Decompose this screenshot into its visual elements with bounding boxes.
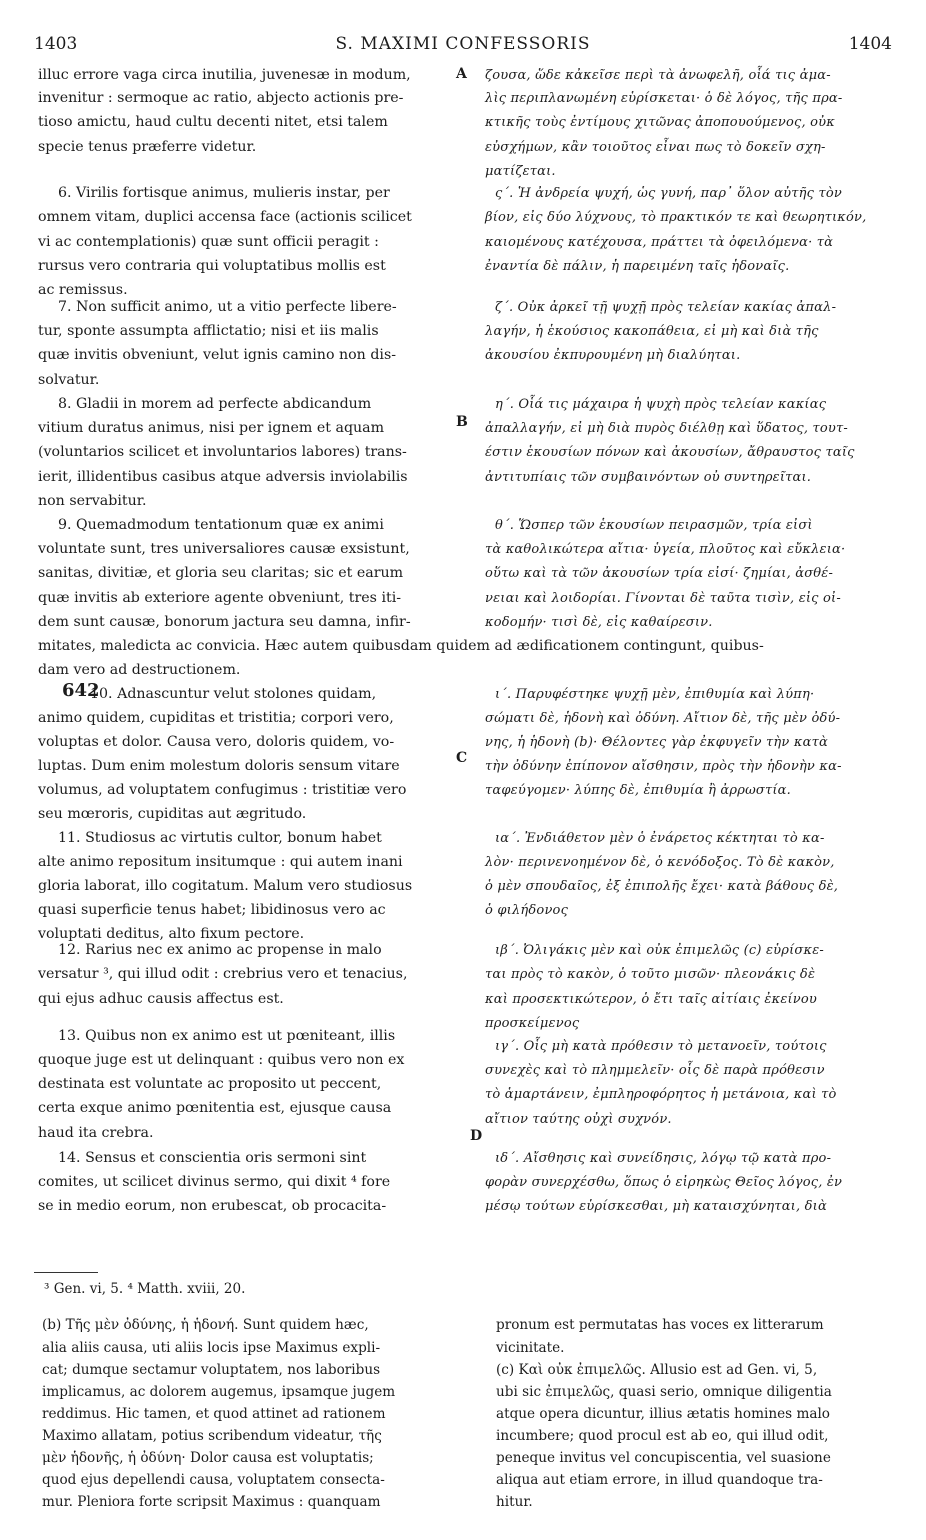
latin-text-line: haud ita crebra. (38, 1125, 154, 1141)
greek-text-line: καὶ προσεκτικώτερον, ὁ ἔτι ταῖς αἰτίαις ἐκείνου (485, 992, 818, 1007)
greek-text-line: οὕτω καὶ τὰ τῶν ἀκουσίων τρία εἰσί· ζημίαι, ἀσθέ- (485, 566, 834, 581)
greek-text-line: συνεχὲς καὶ τὸ πλημμελεῖν· οἷς δὲ παρὰ πρόθεσιν (485, 1063, 825, 1078)
greek-text-line: ταφεύγομεν· λύπης δὲ, ἐπιθυμία ἢ ἀρρωστία. (485, 783, 791, 798)
greek-text-line: ὁ μὲν σπουδαῖος, ἐξ ἐπιπολῆς ἔχει· κατὰ βάθους δὲ, (485, 879, 839, 894)
note-line: μὲν ἡδονῆς, ἡ ὀδύνη· Dolor causa est voluptatis; (42, 1450, 374, 1466)
margin-letter-d: D (470, 1128, 483, 1144)
greek-text-line: βίον, εἰς δύο λύχνους, τὸ πρακτικόν τε καὶ θεωρητικόν, (485, 210, 867, 225)
page-number-left: 1403 (34, 34, 78, 54)
latin-text-line: voluptas et dolor. Causa vero, doloris quidem, vo- (38, 734, 395, 750)
latin-text-line: specie tenus præferre videtur. (38, 139, 257, 155)
note-line: mur. Pleniora forte scripsit Maximus : quanquam (42, 1494, 381, 1510)
greek-text-line: ἀπαλλαγήν, εἰ μὴ διὰ πυρὸς διέλθῃ καὶ ὕδατος, τουτ- (485, 421, 849, 436)
latin-text-line: tur, sponte assumpta afflictatio; nisi et iis malis (38, 323, 379, 339)
note-line: aliqua aut etiam errore, in illud quandoque tra- (496, 1472, 823, 1488)
greek-text-line: ται πρὸς τὸ κακὸν, ὁ τοῦτο μισῶν· πλεονάκις δὲ (485, 967, 816, 982)
note-line: hitur. (496, 1494, 533, 1510)
latin-text-line: 8. Gladii in morem ad perfecte abdicandum (58, 396, 372, 412)
greek-text-line: ἐναντία δὲ πάλιν, ἡ παρειμένη ταῖς ἡδοναῖς. (485, 259, 790, 274)
latin-text-line: ac remissus. (38, 282, 128, 298)
margin-letter-b: B (456, 414, 468, 430)
greek-text-line: προσκείμενος (485, 1016, 580, 1031)
latin-text-line: (voluntarios scilicet et involuntarios labores) trans- (38, 444, 407, 460)
latin-text-line: comites, ut scilicet divinus sermo, qui dixit ⁴ fore (38, 1174, 391, 1190)
greek-text-line: εὐσχήμων, κἂν τοιοῦτος εἶναι πως τὸ δοκεῖν σχη- (485, 140, 826, 155)
latin-text-line: illuc errore vaga circa inutilia, juvenesæ in modum, (38, 67, 411, 83)
note-line: peneque invitus vel concupiscentia, vel suasione (496, 1450, 831, 1466)
note-line: (b) Τῆς μὲν ὀδύνης, ἡ ἡδονή. Sunt quidem hæc, (42, 1317, 369, 1333)
latin-text-line: qui ejus adhuc causis affectus est. (38, 991, 284, 1007)
greek-text-line: φορὰν συνερχέσθω, ὅπως ὁ εἰρηκὼς Θεῖος λόγος, ἐν (485, 1175, 843, 1190)
greek-text-line: τὰ καθολικώτερα αἴτια· ὑγεία, πλοῦτος καὶ εὔκλεια· (485, 542, 846, 557)
greek-text-line: θ΄. Ὥσπερ τῶν ἑκουσίων πειρασμῶν, τρία εἰσὶ (495, 518, 813, 533)
greek-text-line: νης, ἡ ἡδονὴ (b)· Θέλοντες γὰρ ἐκφυγεῖν τὴν κατὰ (485, 735, 828, 750)
latin-text-line: 10. Adnascuntur velut stolones quidam, (90, 686, 377, 702)
greek-text-line: λαγήν, ἡ ἑκούσιος κακοπάθεια, εἰ μὴ καὶ διὰ τῆς (485, 324, 819, 339)
note-line: atque opera dicuntur, illius ætatis homines malo (496, 1406, 830, 1422)
greek-text-line: λὸν· περινενοημένον δὲ, ὁ κενόδοξος. Τὸ δὲ κακὸν, (485, 855, 835, 870)
latin-text-line: dem sunt causæ, bonorum jactura seu damna, infir- (38, 614, 411, 630)
latin-text-line: animo quidem, cupiditas et tristitia; corpori vero, (38, 710, 394, 726)
note-line: reddimus. Hic tamen, et quod attinet ad rationem (42, 1406, 386, 1422)
greek-text-line: τὸ ἁμαρτάνειν, ἐμπληροφόρητος ἡ μετάνοια, καὶ τὸ (485, 1087, 837, 1102)
note-line: alia aliis causa, uti aliis locis ipse Maximus expli- (42, 1340, 381, 1356)
greek-text-line: ς΄. Ἡ ἀνδρεία ψυχή, ὡς γυνή, παρ᾽ ὅλον αὐτῆς τὸν (495, 186, 843, 201)
latin-text-line: 14. Sensus et conscientia oris sermoni sint (58, 1150, 367, 1166)
greek-text-line: ζουσα, ὥδε κἀκεῖσε περὶ τὰ ἀνωφελῆ, οἷά τις ἀμα- (485, 68, 831, 83)
latin-text-line: dam vero ad destructionem. (38, 662, 241, 678)
note-line: ubi sic ἐπιμελῶς, quasi serio, omnique diligentia (496, 1384, 832, 1400)
greek-text-line: ια΄. Ἐνδιάθετον μὲν ὁ ἐνάρετος κέκτηται τὸ κα- (495, 831, 825, 846)
greek-text-line: τὴν ὀδύνην ἐπίπονον αἴσθησιν, πρὸς τὴν ἡδονὴν κα- (485, 759, 842, 774)
latin-text-line: voluptati deditus, alto fixum pectore. (38, 926, 305, 942)
latin-text-line: se in medio eorum, non erubescat, ob procacita- (38, 1198, 387, 1214)
greek-text-line: σώματι δὲ, ἡδονὴ καὶ ὀδύνη. Αἴτιον δὲ, τῆς μὲν ὀδύ- (485, 711, 841, 726)
note-line: incumbere; quod procul est ab eo, qui illud odit, (496, 1428, 829, 1444)
latin-text-line: alte animo repositum insitumque : qui autem inani (38, 854, 403, 870)
margin-letter-a: A (456, 66, 467, 82)
latin-text-line: voluntate sunt, tres universaliores causæ exsistunt, (38, 541, 410, 557)
footnote-references: ³ Gen. vi, 5. ⁴ Matth. xviii, 20. (44, 1281, 246, 1297)
note-line: pronum est permutatas has voces ex litterarum (496, 1317, 824, 1333)
latin-text-line: destinata est voluntate ac proposito ut peccent, (38, 1076, 382, 1092)
page-header (0, 34, 926, 58)
greek-text-line: κοδομήν· τισὶ δὲ, εἰς καθαίρεσιν. (485, 615, 713, 630)
note-line: quod ejus depellendi causa, voluptatem consecta- (42, 1472, 385, 1488)
footnote-rule (34, 1272, 98, 1273)
latin-text-line: omnem vitam, duplici accensa face (actionis scilicet (38, 209, 412, 225)
note-line: vicinitate. (496, 1340, 565, 1356)
latin-text-line: volumus, ad voluptatem confugimus : tristitiæ vero (38, 782, 407, 798)
latin-text-line: 7. Non sufficit animo, ut a vitio perfecte libere- (58, 299, 397, 315)
latin-text-line: gloria laborat, illo cogitatum. Malum vero studiosus (38, 878, 413, 894)
note-line: (c) Καὶ οὐκ ἐπιμελῶς. Allusio est ad Gen. vi, 5, (496, 1362, 818, 1378)
latin-text-line: versatur ³, qui illud odit : crebrius vero et tenacius, (38, 966, 408, 982)
latin-text-line: 6. Virilis fortisque animus, mulieris instar, per (58, 185, 390, 201)
latin-text-line: tioso amictu, haud cultu decenti nitet, etsi talem (38, 114, 388, 130)
note-line: Maximo allatam, potius scribendum videatur, τῆς (42, 1428, 382, 1444)
greek-text-line: ιδ΄. Αἴσθησις καὶ συνείδησις, λόγῳ τῷ κατὰ προ- (495, 1151, 832, 1166)
greek-text-line: ζ΄. Οὐκ ἀρκεῖ τῇ ψυχῇ πρὸς τελείαν κακίας ἀπαλ- (495, 300, 837, 315)
latin-text-line: quæ invitis obveniunt, velut ignis camino non dis- (38, 347, 397, 363)
latin-text-line: rursus vero contraria qui voluptatibus mollis est (38, 258, 386, 274)
note-line: implicamus, ac dolorem augemus, ipsamque jugem (42, 1384, 396, 1400)
latin-text-line: 11. Studiosus ac virtutis cultor, bonum habet (58, 830, 382, 846)
latin-text-line: luptas. Dum enim molestum doloris sensum vitare (38, 758, 400, 774)
greek-text-line: νειαι καὶ λοιδορίαι. Γίνονται δὲ ταῦτα τισὶν, εἰς οἰ- (485, 591, 841, 606)
greek-text-line: ἀκουσίου ἐκπυρουμένη μὴ διαλύηται. (485, 348, 741, 363)
latin-text-line: quæ invitis ab exteriore agente obveniunt, tres iti- (38, 590, 402, 606)
latin-text-line: 13. Quibus non ex animo est ut pœniteant, illis (58, 1028, 396, 1044)
greek-text-line: ματίζεται. (485, 164, 556, 179)
greek-text-line: κτικῆς τοὺς ἐντίμους χιτῶνας ἀποπουούμενος, οὐκ (485, 115, 836, 130)
latin-text-line: vi ac contemplationis) quæ sunt officii peragit : (38, 234, 379, 250)
page-number-right: 1404 (848, 34, 892, 54)
greek-text-line: λὶς περιπλανωμένη εὑρίσκεται· ὁ δὲ λόγος, τῆς πρα- (485, 91, 843, 106)
greek-text-line: αἴτιον ταύτης οὐχὶ συχνόν. (485, 1112, 672, 1127)
greek-text-line: έστιν ἑκουσίων πόνων καὶ ἀκουσίων, ἄθραυστος ταῖς (485, 445, 855, 460)
latin-text-line: mitates, maledicta ac convicia. Hæc autem quibusdam quidem ad ædificationem contingunt, quibus- (38, 638, 764, 654)
latin-text-line: solvatur. (38, 372, 100, 388)
latin-text-line: seu mœroris, cupiditas aut ægritudo. (38, 806, 307, 822)
latin-text-line: sanitas, divitiæ, et gloria seu claritas; sic et earum (38, 565, 404, 581)
greek-text-line: ι΄. Παρυφέστηκε ψυχῇ μὲν, ἐπιθυμία καὶ λύπη· (495, 687, 815, 702)
latin-text-line: 9. Quemadmodum tentationum quæ ex animi (58, 517, 384, 533)
greek-text-line: η΄. Οἷά τις μάχαιρα ἡ ψυχὴ πρὸς τελείαν κακίας (495, 397, 827, 412)
latin-text-line: certa exque animo pœnitentia est, ejusque causa (38, 1100, 392, 1116)
latin-text-line: non servabitur. (38, 493, 147, 509)
greek-text-line: ὁ φιλήδονος (485, 903, 569, 918)
page-label-642: 642 (62, 680, 100, 701)
greek-text-line: ιβ΄. Ὀλιγάκις μὲν καὶ οὐκ ἐπιμελῶς (c) εὑρίσκε- (495, 943, 824, 958)
greek-text-line: ἀντιτυπίαις τῶν συμβαινόντων οὐ συντηρεῖται. (485, 470, 812, 485)
latin-text-line: quasi superficie tenus habet; libidinosus vero ac (38, 902, 386, 918)
latin-text-line: 12. Rarius nec ex animo ac propense in malo (58, 942, 382, 958)
note-line: cat; dumque sectamur voluptatem, nos laboribus (42, 1362, 381, 1378)
latin-text-line: vitium duratus animus, nisi per ignem et aquam (38, 420, 385, 436)
greek-text-line: μέσῳ τούτων εὑρίσκεσθαι, μὴ καταισχύνηται, διὰ (485, 1199, 827, 1214)
latin-text-line: quoque juge est ut delinquant : quibus vero non ex (38, 1052, 405, 1068)
greek-text-line: καιομένους κατέχουσα, πράττει τὰ ὀφειλόμενα· τὰ (485, 235, 834, 250)
greek-text-line: ιγ΄. Οἷς μὴ κατὰ πρόθεσιν τὸ μετανοεῖν, τούτοις (495, 1039, 827, 1054)
running-title: S. MAXIMI CONFESSORIS (335, 34, 591, 54)
latin-text-line: invenitur : sermoque ac ratio, abjecto actionis pre- (38, 90, 404, 106)
latin-text-line: ierit, illidentibus casibus atque adversis inviolabilis (38, 469, 408, 485)
margin-letter-c: C (456, 750, 468, 766)
